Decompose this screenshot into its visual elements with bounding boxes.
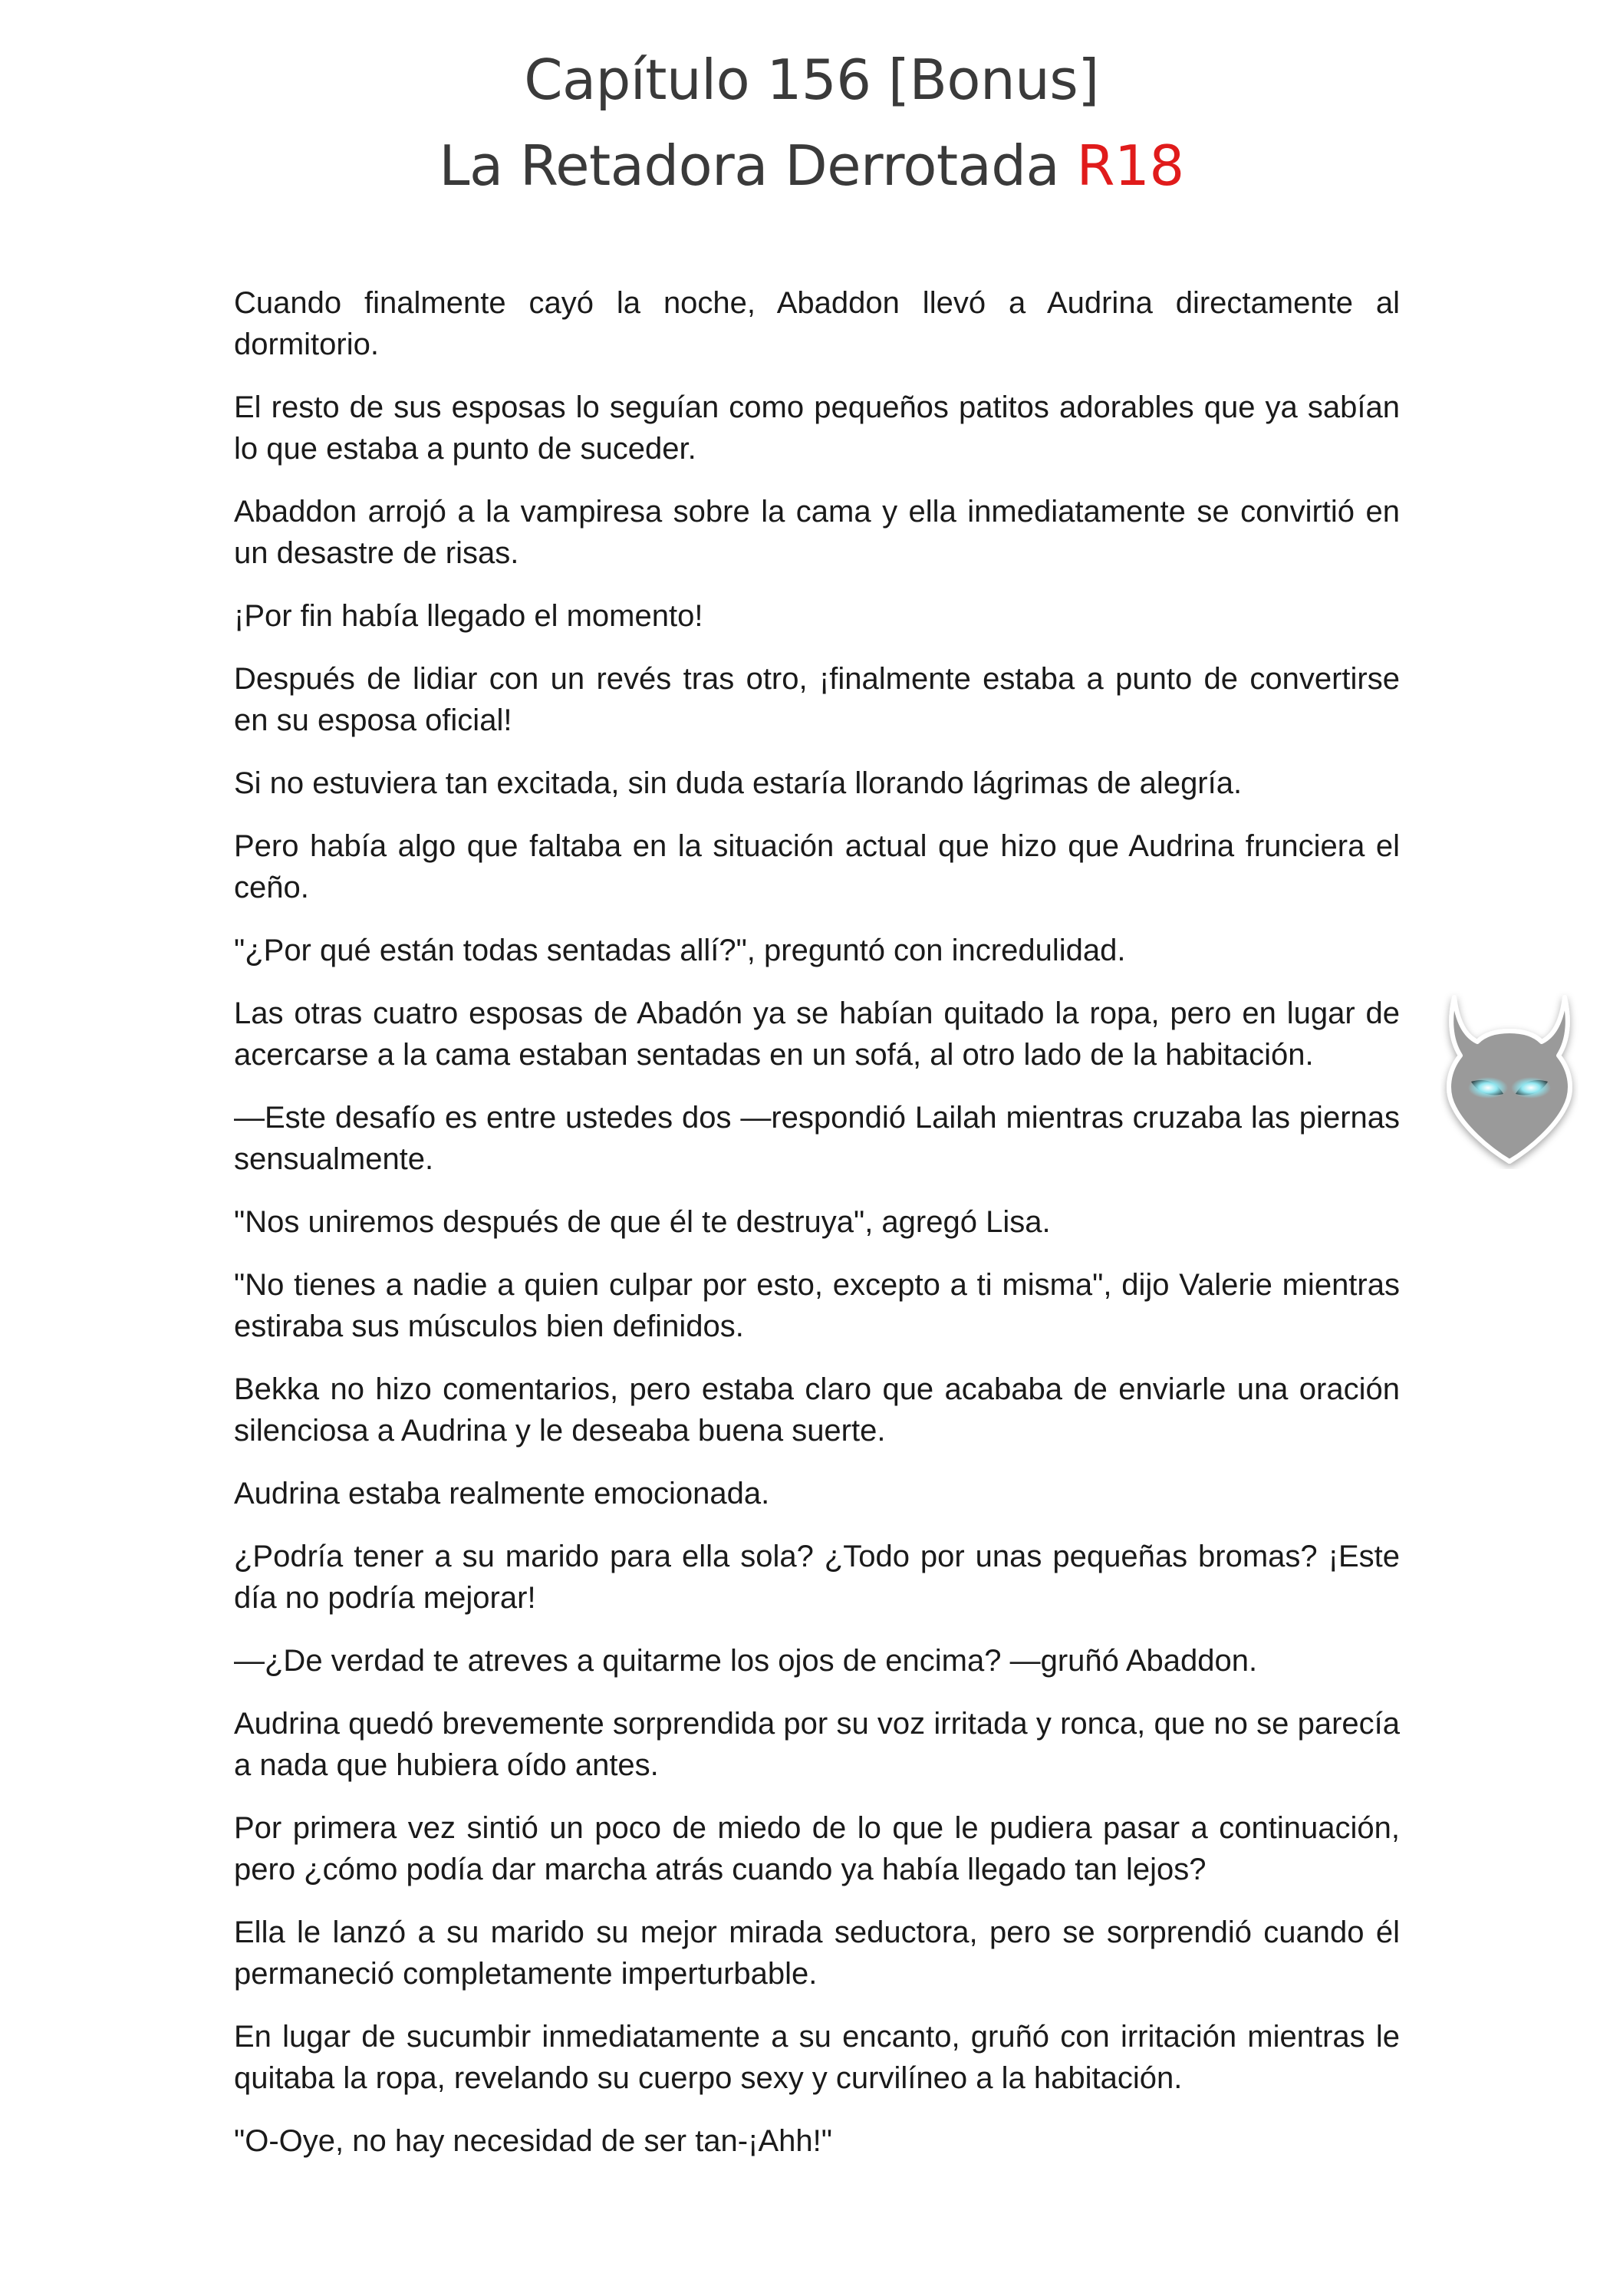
paragraph: Ella le lanzó a su marido su mejor mirada seductora, pero se sorprendió cuando él permaneció completamente imperturbable. (234, 1916, 1400, 1991)
paragraph: En lugar de sucumbir inmediatamente a su encanto, gruñó con irritación mientras le quitaba la ropa, revelando su cuerpo sexy y curvilíneo a la habitación. (234, 2020, 1400, 2095)
paragraph: "O-Oye, no hay necesidad de ser tan-¡Ahh!" (234, 2124, 832, 2158)
subtitle-text: La Retadora Derrotada (439, 133, 1060, 198)
paragraph: ¡Por fin había llegado el momento! (234, 599, 703, 633)
paragraph: —¿De verdad te atreves a quitarme los ojos de encima? —gruñó Abaddon. (234, 1644, 1258, 1678)
paragraph: Audrina estaba realmente emocionada. (234, 1477, 770, 1510)
paragraph: Después de lidiar con un revés tras otro, ¡finalmente estaba a punto de convertirse en su esposa oficial! (234, 662, 1400, 737)
paragraph: Audrina quedó brevemente sorprendida por su voz irritada y ronca, que no se parecía a nada que hubiera oído antes. (234, 1707, 1400, 1782)
paragraph: Si no estuviera tan excitada, sin duda estaría llorando lágrimas de alegría. (234, 766, 1243, 800)
paragraph: Por primera vez sintió un poco de miedo de lo que le pudiera pasar a continuación, pero ¿cómo podía dar marcha atrás cuando ya había llegado tan lejos? (234, 1811, 1400, 1886)
paragraph: Bekka no hizo comentarios, pero estaba claro que acababa de enviarle una oración silenciosa a Audrina y le deseaba buena suerte. (234, 1372, 1400, 1448)
paragraph: Las otras cuatro esposas de Abadón ya se habían quitado la ropa, pero en lugar de acercarse a la cama estaban sentadas en un sofá, al otro lado de la habitación. (234, 996, 1400, 1072)
paragraph: Abaddon arrojó a la vampiresa sobre la cama y ella inmediatamente se convirtió en un desastre de risas. (234, 495, 1400, 570)
paragraph: "Nos uniremos después de que él te destruya", agregó Lisa. (234, 1205, 1051, 1239)
chapter-subtitle (0, 123, 1623, 209)
paragraph: ¿Podría tener a su marido para ella sola? ¿Todo por unas pequeñas bromas? ¡Este día no podría mejorar! (234, 1540, 1400, 1615)
chapter-body (234, 282, 1400, 2183)
paragraph: Cuando finalmente cayó la noche, Abaddon llevó a Audrina directamente al dormitorio. (234, 286, 1400, 361)
chapter-title: Capítulo 156 [Bonus] (524, 48, 1099, 112)
chapter-header (0, 37, 1623, 209)
paragraph: El resto de sus esposas lo seguían como pequeños patitos adorables que ya sabían lo que estaba a punto de suceder. (234, 390, 1400, 466)
rating-badge: R18 (1076, 133, 1184, 198)
paragraph: "No tienes a nadie a quien culpar por esto, excepto a ti misma", dijo Valerie mientras estiraba sus músculos bien definidos. (234, 1268, 1400, 1343)
paragraph: Pero había algo que faltaba en la situación actual que hizo que Audrina frunciera el ceño. (234, 829, 1400, 904)
paragraph: "¿Por qué están todas sentadas allí?", preguntó con incredulidad. (234, 934, 1126, 967)
devil-head-logo-icon (1440, 991, 1579, 1169)
paragraph: —Este desafío es entre ustedes dos —respondió Lailah mientras cruzaba las piernas sensualmente. (234, 1101, 1400, 1176)
